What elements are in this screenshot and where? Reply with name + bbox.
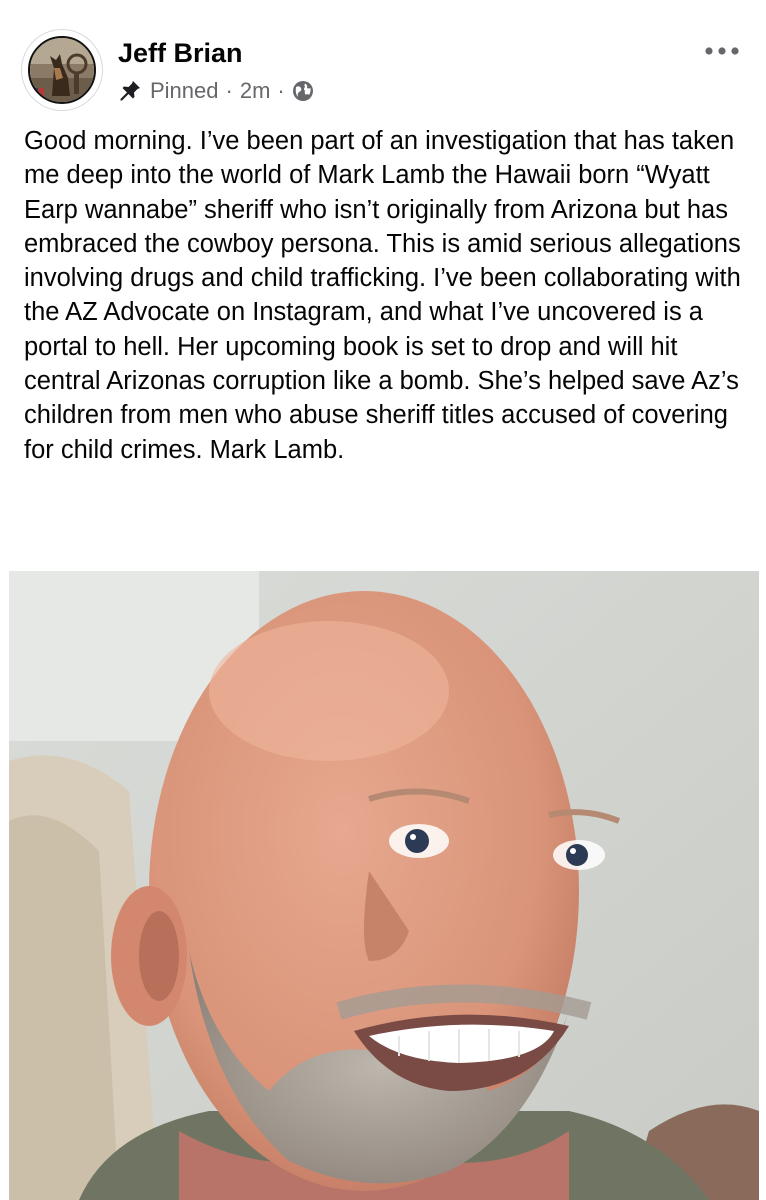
more-options-button[interactable] [700,38,744,66]
meta-separator: · [225,78,233,103]
globe-icon[interactable] [292,80,314,102]
avatar[interactable] [22,30,102,110]
post-timestamp[interactable]: 2m [239,78,271,103]
avatar-image [28,36,96,104]
post-header [0,0,766,120]
post-text: Good morning. I’ve been part of an investigation that has taken me deep into the world of Mark Lamb the Hawaii born “Wyatt Earp wannabe” sheriff who isn’t originally from Arizona but has embraced the cowboy persona. This is amid serious allegations involving drugs and child trafficking. I’ve been collaborating with the AZ Advocate on Instagram, and what I’ve uncovered is a portal to hell. Her upcoming book is set to drop and will hit central Arizonas corruption like a bomb. She’s helped save Az’s children from men who abuse sheriff titles accused of covering for child crimes. Mark Lamb. [24,127,741,464]
pushpin-icon [118,79,142,103]
post-photo[interactable] [9,571,759,1200]
meta-separator: · [277,78,285,103]
more-horizontal-icon [704,43,740,61]
pinned-label: Pinned [150,78,219,103]
author-name[interactable]: Jeff Brian [118,38,243,68]
post-meta [118,76,314,106]
